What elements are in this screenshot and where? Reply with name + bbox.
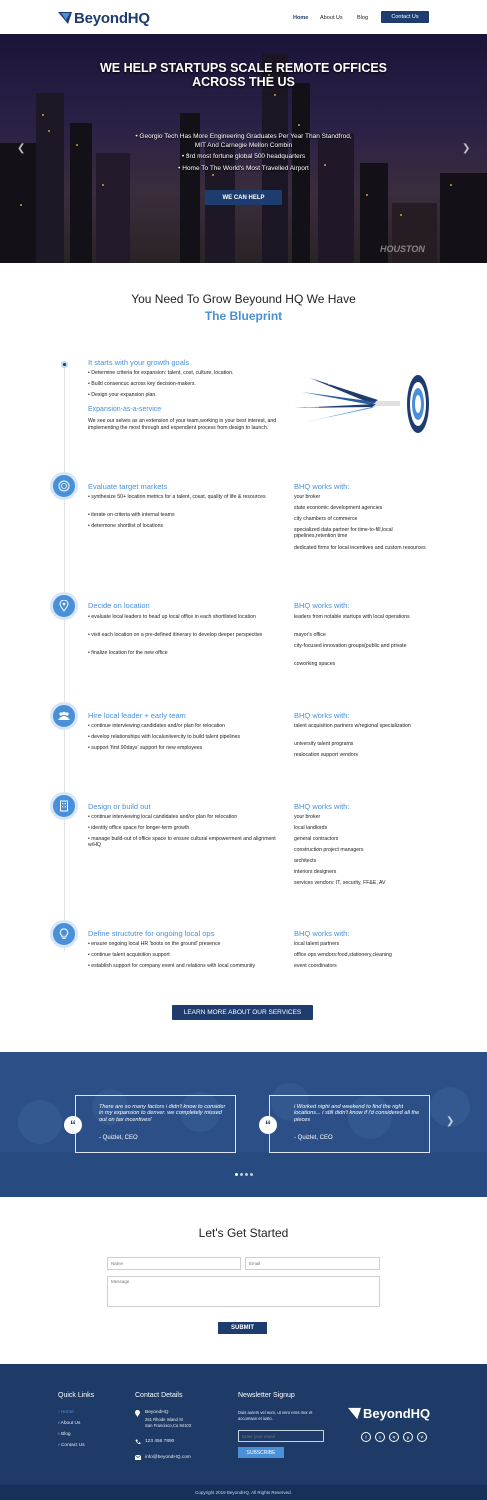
works-item: city chambers of commerce — [294, 516, 358, 522]
hero-bullet: • 3rd most fortune global 500 headquarters — [181, 153, 306, 160]
testimonial-quote: There are so many factors i didn't know to consider in my expansion to denver. we completely missed out on tax incentives! — [99, 1104, 226, 1123]
works-item: event coordinators — [294, 963, 337, 969]
hero-title — [0, 61, 487, 89]
works-item: local talent partners — [294, 941, 340, 947]
building-icon — [59, 800, 69, 812]
hero-bullet: • Home To The World's Most Travelled Airport — [178, 165, 309, 172]
step-bullet: • ensure ongoing local HR 'boots on the ground' presence — [88, 941, 278, 947]
hero-cta-button[interactable]: WE CAN HELP — [205, 190, 282, 205]
testimonial-author: - Quizlet, CEO — [99, 1135, 138, 1141]
youtube-icon[interactable]: yt — [417, 1432, 427, 1442]
step-bullet: • finalize location for the new office — [88, 650, 278, 656]
works-item: general contractors — [294, 836, 339, 842]
intro-bullet: • Build consencuc across key decision-makers. — [88, 381, 288, 387]
phone-icon — [135, 1439, 141, 1445]
step-bullet: • iterate on criteria with internal teams — [88, 512, 278, 518]
works-heading: BHQ works with: — [294, 711, 350, 720]
carousel-dot[interactable] — [250, 1173, 253, 1176]
nav-home[interactable]: Home — [293, 15, 309, 21]
twitter-icon[interactable]: t — [375, 1432, 385, 1442]
footer-link-label: About Us — [60, 1421, 81, 1426]
intro-heading: It starts with your growth goals — [88, 358, 190, 367]
hero-bullet: MIT And Carnegie Mellon Combin — [194, 142, 293, 149]
testimonial-author: - Quizlet, CEO — [294, 1135, 333, 1141]
step-bullet: • continue talent acquisition support — [88, 952, 278, 958]
target-money-icon — [58, 480, 70, 492]
step-icon-circle — [50, 592, 78, 620]
copyright: Copyright 2019 BeyondHQ. All Rights Reserved. — [0, 1485, 487, 1500]
intro-bullet: • Design your expansion plan. — [88, 392, 288, 398]
step-icon-circle — [50, 472, 78, 500]
step-heading: Design or build out — [88, 802, 151, 811]
footer-link-label: Contact Us — [60, 1443, 85, 1448]
blueprint-title: You Need To Grow Beyound HQ We Have — [131, 292, 356, 306]
works-item: realocation support vendors — [294, 752, 359, 758]
works-item: dedicated firms for local incentives and custom resources — [294, 545, 426, 551]
footer-email[interactable]: info@beyondHQ.com — [145, 1455, 191, 1460]
address-line: BeyondHQ — [145, 1410, 169, 1415]
location-pin-icon — [135, 1410, 140, 1417]
works-item: city-focused innovation groups(public and private — [294, 643, 407, 649]
footer-link-label: Home — [60, 1410, 74, 1415]
blueprint-subtitle: The Blueprint — [204, 309, 283, 323]
works-item: office ops vendors:food,stationery,cleaning — [294, 952, 392, 958]
facebook-icon[interactable]: f — [361, 1432, 371, 1442]
intro-paragraph: We see our selves as an extension of your team,working in your best interest, and implementing the most through and expendient process from design to launch. — [88, 418, 277, 431]
address-line: San Francisco,Ca 94103 — [145, 1423, 192, 1428]
step-bullet: • develop relationships with localuniivercity to build talent pipelines — [88, 734, 288, 740]
team-icon — [57, 711, 71, 721]
timeline-start-dot — [61, 361, 68, 368]
contact-details-title: Contact Details — [135, 1392, 183, 1399]
nav-about[interactable]: About Us — [320, 15, 343, 21]
step-icon-circle — [50, 920, 78, 948]
hero-title-line1: WE HELP STARTUPS SCALE REMOTE OFFICES — [99, 61, 388, 75]
intro-heading-2: Expansion-as-a-service — [88, 406, 162, 413]
works-item: local landlords — [294, 825, 328, 831]
works-item: leaders from notable startups with local operations — [294, 614, 410, 620]
step-bullet: • establish support for company event and relations with local community — [88, 963, 278, 969]
works-heading: BHQ works with: — [294, 482, 350, 491]
newsletter-email-input[interactable] — [238, 1430, 324, 1442]
step-bullet: • continue interviewing local candidates and/or plan for relocation — [88, 814, 288, 820]
works-item: construction project managers — [294, 847, 364, 853]
hero-next-arrow[interactable]: ❯ — [462, 143, 471, 154]
step-bullet: • determone shortlist of locations — [88, 523, 278, 529]
submit-button[interactable]: SUBMIT — [218, 1322, 267, 1334]
works-item: university talent programs — [294, 741, 354, 747]
instagram-icon[interactable]: ig — [389, 1432, 399, 1442]
newsletter-title: Newsletter Signup — [238, 1392, 295, 1399]
works-item: state economic development agencies — [294, 505, 383, 511]
hero-bullet: • Georgio Tech Has More Engineering Graduates Per Year Than Standfrod, — [135, 133, 352, 140]
target-label-talent: Talent — [326, 378, 339, 387]
footer-link-blog[interactable]: › Blog — [58, 1432, 71, 1437]
step-bullet: • manage build-out of office space to ensure cultural empowerment and alignment w/HQ — [88, 836, 278, 849]
target-label-location: Location — [313, 414, 330, 423]
works-heading: BHQ works with: — [294, 601, 350, 610]
testimonial-quote: i Worked night and weekend to find the right locations... i still didn't know if i'd considered all the pieces — [294, 1104, 420, 1123]
message-textarea[interactable] — [107, 1276, 380, 1307]
pinterest-icon[interactable]: p — [403, 1432, 413, 1442]
works-item: interiors designers — [294, 869, 337, 875]
footer-phone: 123 456 7890 — [145, 1439, 175, 1444]
nav-contact-button[interactable]: Contact Us — [381, 11, 429, 23]
step-bullet: • visit each location on a pre-defined itinerary to develop deeper perspective — [88, 632, 278, 638]
learn-more-button[interactable]: LEARN MORE ABOUT OUR SERVICES — [172, 1005, 313, 1020]
nav-blog[interactable]: Blog — [357, 15, 369, 21]
target-label-cost: Cost — [311, 388, 321, 395]
hero-prev-arrow[interactable]: ❮ — [17, 143, 26, 154]
quote-icon: “ — [64, 1116, 82, 1134]
footer-link-contact[interactable]: › Contact Us — [58, 1443, 85, 1448]
mail-icon — [135, 1455, 141, 1460]
works-heading: BHQ works with: — [294, 929, 350, 938]
quick-links-title: Quick Links — [58, 1392, 95, 1399]
newsletter-text: Duis autem vel eum, ut vero eros mor et accumsan et iusto. — [238, 1410, 313, 1421]
email-input[interactable] — [245, 1257, 380, 1270]
step-bullet: • identity office space for longer-term growth — [88, 825, 288, 831]
address-line: 251 Rhode Island St — [145, 1417, 183, 1422]
works-item: your broker — [294, 494, 321, 500]
hero-city-label: HOUSTON — [380, 244, 425, 254]
target-label-culture: Culture — [306, 404, 319, 409]
footer-link-label: Blog — [60, 1432, 71, 1437]
step-icon-circle — [50, 792, 78, 820]
step-heading: Evaluate target markets — [88, 482, 168, 491]
footer-link-about[interactable]: › About Us — [58, 1421, 81, 1426]
brand-name: BeyondHQ — [74, 9, 150, 27]
logo-mark-icon — [58, 11, 72, 25]
footer-brand-name: BeyondHQ — [363, 1406, 431, 1421]
testimonial-next-arrow[interactable]: ❯ — [446, 1116, 455, 1127]
step-heading: Define structutre for ongoing local ops — [88, 929, 215, 938]
works-item: coworking spaces — [294, 661, 336, 667]
step-heading: Decide on location — [88, 601, 150, 610]
works-item: mayor's office — [294, 632, 326, 638]
step-heading: Hire local leader + early team — [88, 711, 186, 720]
step-bullet: • evaluate local leaders to head up local office in each shortlisted location — [88, 614, 278, 620]
quote-icon: “ — [259, 1116, 277, 1134]
brand-logo[interactable] — [58, 8, 150, 28]
name-input[interactable] — [107, 1257, 241, 1270]
works-heading: BHQ works with: — [294, 802, 350, 811]
footer-link-home[interactable]: › Home — [58, 1410, 74, 1415]
footer-logo — [348, 1406, 430, 1421]
step-bullet: • continue interviewing candidates and/or plan for relocation — [88, 723, 288, 729]
carousel-dot[interactable] — [245, 1173, 248, 1176]
step-icon-circle — [50, 702, 78, 730]
logo-mark-icon — [348, 1407, 361, 1420]
works-item: services vendors: IT, security, FF&E, AV — [294, 880, 386, 886]
carousel-dot[interactable] — [235, 1173, 238, 1176]
hero-title-line2: ACROSS THE US — [192, 75, 295, 89]
subscribe-button[interactable]: SUBSCRIBE — [238, 1447, 284, 1458]
works-item: talent acquisition partners w/regional specialization — [294, 723, 411, 729]
intro-bullet: • Determine criteria for expansion: talent, cost, culture, location. — [88, 370, 288, 376]
contact-title: Let's Get Started — [198, 1226, 289, 1240]
works-item: architects — [294, 858, 317, 864]
step-bullet: • synthesize 50+ location metrics for a talent, coast, quality of life & resources — [88, 494, 278, 500]
lightbulb-icon — [59, 928, 69, 940]
map-pin-icon — [59, 600, 69, 612]
works-item: specialized data partner for time-to-fill,local pipelines,retention time — [294, 527, 393, 540]
step-bullet: • support 'first 90days' support for new employees — [88, 745, 288, 751]
carousel-dot[interactable] — [240, 1173, 243, 1176]
timeline-line — [64, 366, 65, 951]
works-item: your broker — [294, 814, 321, 820]
